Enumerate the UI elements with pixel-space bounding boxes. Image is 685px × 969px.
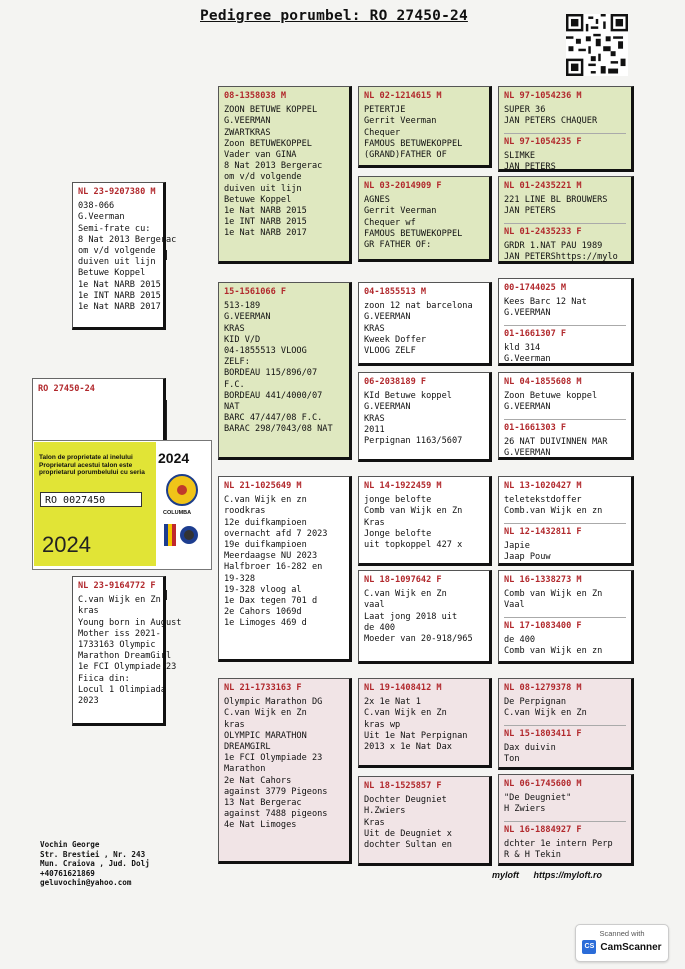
- connector-line: [166, 590, 167, 600]
- pigeon-ring: 15-1561066 F: [224, 287, 287, 297]
- pigeon-ring: NL 17-1083400 F: [504, 617, 626, 632]
- pigeon-info-line: C.van Wijk en Zn: [364, 589, 447, 600]
- pigeon-info-line: JAN PETERShttps://mylo: [504, 252, 618, 263]
- pigeon-info-line: Vader van GINA: [224, 150, 297, 161]
- pigeon-info-line: 8 Nat 2013 Bergerac: [224, 161, 323, 172]
- pigeon-info-line: 19e duifkampioen: [224, 540, 307, 551]
- pigeon-ring: NL 19-1408412 M: [364, 683, 442, 693]
- pigeon-ring: NL 15-1803411 F: [504, 725, 626, 740]
- pigeon-ring: NL 18-1525857 F: [364, 781, 442, 791]
- pigeon-ring: 08-1358038 M: [224, 91, 287, 101]
- certificate-side: [158, 444, 208, 564]
- myloft-url[interactable]: https://myloft.ro: [533, 870, 603, 880]
- pigeon-info-line: kras wp: [364, 719, 401, 730]
- root-pigeon-card: [32, 378, 166, 442]
- gen4-pair-card-3: [498, 278, 634, 366]
- pigeon-info-line: 2e Nat Cahors: [224, 775, 292, 786]
- pigeon-ring: 06-2038189 F: [364, 377, 427, 387]
- owner-city: Mun. Craiova , Jud. Dolj: [40, 859, 150, 869]
- pigeon-info-line: Marathon: [224, 764, 266, 775]
- pigeon-info-line: G.VEERMAN: [364, 402, 411, 413]
- pigeon-ring: NL 16-1338273 M: [504, 575, 582, 585]
- ring-certificate-sticker: [34, 442, 156, 566]
- pigeon-info-line: om v/d volgende: [78, 246, 156, 257]
- pigeon-info-line: KRAS: [224, 323, 245, 334]
- pigeon-info-line: 1e Dax tegen 701 d: [224, 596, 318, 607]
- pigeon-info-line: dchter 1e intern Perp: [504, 838, 613, 849]
- pigeon-info-line: 26 NAT DUIVINNEN MAR: [504, 436, 608, 447]
- certificate-brand: COLUMBA: [163, 510, 192, 516]
- pigeon-info-line: teletekstdoffer: [504, 495, 582, 506]
- pigeon-ring: NL 18-1097642 F: [364, 575, 442, 585]
- pigeon-info-line: Mother iss 2021-: [78, 628, 161, 639]
- pigeon-info-line: Uit 1e Nat Perpignan: [364, 730, 468, 741]
- owner-info: [40, 840, 150, 888]
- scanner-name: CamScanner: [600, 941, 662, 953]
- pigeon-info-line: G.Veerman: [78, 212, 125, 223]
- pigeon-info-line: AGNES: [364, 195, 390, 206]
- pigeon-info-line: G.Veerman: [504, 354, 551, 365]
- pigeon-info-line: KRAS: [364, 413, 385, 424]
- gen4-pair-card-1: [498, 86, 634, 172]
- pigeon-info-line: Young born in August: [78, 617, 182, 628]
- certificate-line: Talon de proprietate al inelului: [39, 454, 133, 461]
- pigeon-info-line: duiven uit lijn: [224, 183, 302, 194]
- gen4-pair-card-5: [498, 476, 634, 566]
- grandsire-paternal-card: [218, 86, 352, 264]
- owner-email: geluvochin@yahoo.com: [40, 878, 132, 888]
- scanner-caption: Scanned with: [599, 929, 645, 938]
- pigeon-info-line: Gerrit Veerman: [364, 116, 437, 127]
- pigeon-info-line: Gerrit Veerman: [364, 206, 437, 217]
- pigeon-info-line: vaal: [364, 600, 385, 611]
- pigeon-info-line: DREAMGIRL: [224, 742, 271, 753]
- owner-name: Vochin George: [40, 840, 100, 849]
- certificate-line: Proprietarul acestui talon este: [39, 461, 133, 469]
- pigeon-info-line: 2x 1e Nat 1: [364, 697, 421, 708]
- pigeon-info-line: 4e Nat Limoges: [224, 820, 297, 831]
- pigeon-info-line: Dochter Deugniet: [364, 795, 447, 806]
- pigeon-info-line: 1e Limoges 469 d: [224, 618, 307, 629]
- pigeon-info-line: 19-328: [224, 573, 256, 584]
- pigeon-info-line: Fiica din:: [78, 673, 130, 684]
- certificate-year-small: 2024: [158, 450, 190, 466]
- pigeon-info-line: 1733163 Olympic: [78, 640, 156, 651]
- root-ring: RO 27450-24: [38, 384, 95, 394]
- pigeon-info-line: G.VEERMAN: [364, 312, 411, 323]
- pigeon-info-line: NAT: [224, 402, 240, 413]
- gen4-pair-card-6: [498, 570, 634, 664]
- pigeon-info-line: Kras: [364, 817, 385, 828]
- pigeon-info-line: overnacht afd 7 2023: [224, 528, 328, 539]
- pigeon-ring: 00-1744025 M: [504, 283, 567, 293]
- gen4-pair-card-4: [498, 372, 634, 460]
- pigeon-ring: NL 97-1054235 F: [504, 133, 626, 148]
- pigeon-info-line: BORDEAU 115/896/07: [224, 368, 318, 379]
- gen3-card-3: [358, 282, 492, 366]
- myloft-logo: myloft: [492, 870, 519, 880]
- pigeon-info-line: Chequer wf: [364, 217, 416, 228]
- pigeon-info-line: Japie: [504, 540, 530, 551]
- pigeon-info-line: kras: [224, 719, 245, 730]
- pigeon-info-line: H Zwiers: [504, 804, 546, 815]
- pigeon-info-line: Olympic Marathon DG: [224, 697, 323, 708]
- pigeon-info-line: 2e Cahors 1069d: [224, 607, 302, 618]
- pigeon-ring: NL 14-1922459 M: [364, 481, 442, 491]
- pigeon-info-line: ZWARTKRAS: [224, 127, 271, 138]
- page-title: Pedigree porumbel: RO 27450-24: [200, 8, 468, 24]
- pigeon-info-line: KID V/D: [224, 334, 261, 345]
- pigeon-info-line: Marathon DreamGirl: [78, 651, 172, 662]
- certificate-code: RO 0027450: [40, 492, 142, 507]
- columba-logo-icon: [166, 474, 198, 506]
- pigeon-info-line: Vaal: [504, 600, 525, 611]
- pigeon-ring: 01-1661303 F: [504, 419, 626, 434]
- pigeon-info-line: Kees Barc 12 Nat: [504, 297, 587, 308]
- pigeon-info-line: Halfbroer 16-282 en: [224, 562, 323, 573]
- gen3-card-1: [358, 86, 492, 168]
- pigeon-info-line: 2013 x 1e Nat Dax: [364, 742, 452, 753]
- pigeon-ring: NL 04-1855608 M: [504, 377, 582, 387]
- pigeon-info-line: 1e FCI Olympiade 23: [78, 662, 177, 673]
- pigeon-info-line: "De Deugniet": [504, 793, 572, 804]
- pigeon-ring: 04-1855513 M: [364, 287, 427, 297]
- pigeon-info-line: 2011: [364, 424, 385, 435]
- pigeon-info-line: G.VEERMAN: [224, 312, 271, 323]
- gen3-card-7: [358, 678, 492, 768]
- pigeon-ring: NL 08-1279378 M: [504, 683, 582, 693]
- pigeon-info-line: Moeder van 20-918/965: [364, 634, 473, 645]
- pigeon-info-line: (GRAND)FATHER OF: [364, 150, 447, 161]
- pigeon-info-line: Locul 1 Olimpiada: [78, 684, 166, 695]
- pigeon-ring: NL 23-9164772 F: [78, 581, 156, 591]
- pigeon-info-line: FAMOUS BETUWEKOPPEL: [364, 138, 463, 149]
- granddam-paternal-card: [218, 282, 352, 460]
- pigeon-info-line: VLOOG ZELF: [364, 346, 416, 357]
- pigeon-info-line: Dax duivin: [504, 742, 556, 753]
- pigeon-ring: NL 21-1025649 M: [224, 481, 302, 491]
- pigeon-info-line: duiven uit lijn: [78, 257, 156, 268]
- pigeon-info-line: SUPER 36: [504, 105, 546, 116]
- pigeon-info-line: Ton: [504, 754, 520, 765]
- pigeon-ring: NL 16-1884927 F: [504, 821, 626, 836]
- owner-phone: +40761621869: [40, 868, 95, 878]
- pigeon-info-line: Meerdaagse NU 2023: [224, 551, 318, 562]
- pigeon-info-line: 221 LINE BL BROUWERS: [504, 195, 608, 206]
- pigeon-info-line: G.VEERMAN: [504, 402, 551, 413]
- gen3-card-6: [358, 570, 492, 664]
- gen3-card-2: [358, 176, 492, 262]
- gen4-pair-card-7: [498, 678, 634, 770]
- pigeon-info-line: 513-189: [224, 301, 261, 312]
- sire-card: [72, 182, 177, 330]
- pigeon-info-line: FAMOUS BETUWEKOPPEL: [364, 228, 463, 239]
- pigeon-info-line: Zoon Betuwe koppel: [504, 391, 598, 402]
- pigeon-ring: NL 01-2435221 M: [504, 181, 582, 191]
- pigeon-info-line: Kras: [364, 517, 385, 528]
- pigeon-info-line: GR FATHER OF:: [364, 240, 432, 251]
- pigeon-info-line: H.Zwiers: [364, 806, 406, 817]
- pigeon-ring: NL 23-9207380 M: [78, 187, 156, 197]
- pigeon-info-line: KId Betuwe koppel: [364, 391, 452, 402]
- connector-line: [166, 400, 167, 440]
- pigeon-info-line: 13 Nat Bergerac: [224, 798, 302, 809]
- pigeon-info-line: 8 Nat 2013 Bergerac: [78, 234, 177, 245]
- gen3-card-8: [358, 776, 492, 866]
- pigeon-info-line: de 400: [504, 634, 536, 645]
- pigeon-info-line: Jaap Pouw: [504, 552, 551, 563]
- pigeon-info-line: Semi-frate cu:: [78, 223, 151, 234]
- pigeon-info-line: JAN PETERS CHAQUER: [504, 116, 598, 127]
- pigeon-info-line: F.C.: [224, 379, 245, 390]
- pigeon-info-line: JAN PETERS: [504, 162, 556, 173]
- dam-card: [72, 576, 182, 726]
- pigeon-info-line: G.VEERMAN: [504, 448, 551, 459]
- pigeon-info-line: zoon 12 nat barcelona: [364, 301, 473, 312]
- pigeon-info-line: Kweek Doffer: [364, 334, 427, 345]
- camscanner-icon: CS: [582, 940, 596, 954]
- pigeon-info-line: de 400: [364, 622, 396, 633]
- pigeon-info-line: SLIMKE: [504, 150, 536, 161]
- pigeon-info-line: against 7488 pigeons: [224, 809, 328, 820]
- pigeon-info-line: 1e INT NARB 2015: [224, 217, 307, 228]
- pigeon-ring: NL 03-2014909 F: [364, 181, 442, 191]
- pigeon-info-line: BORDEAU 441/4000/07: [224, 390, 323, 401]
- pigeon-info-line: De Perpignan: [504, 697, 567, 708]
- pigeon-info-line: BARC 47/447/08 F.C.: [224, 413, 323, 424]
- pigeon-info-line: 038-066: [78, 201, 115, 212]
- pigeon-info-line: Betuwe Koppel: [224, 194, 292, 205]
- pigeon-info-line: Jonge belofte: [364, 528, 432, 539]
- pigeon-info-line: Zoon BETUWEKOPPEL: [224, 138, 312, 149]
- pigeon-info-line: Comb van Wijk en Zn: [504, 589, 603, 600]
- gen3-card-4: [358, 372, 492, 462]
- camscanner-watermark: [575, 924, 669, 962]
- certificate-year-large: 2024: [42, 532, 91, 557]
- pigeon-info-line: 19-328 vloog al: [224, 584, 302, 595]
- pigeon-info-line: C.van Wijk en zn: [224, 495, 307, 506]
- flags-icon: [162, 522, 204, 548]
- owner-address: Str. Brestiei , Nr. 243: [40, 849, 146, 859]
- gen3-card-5: [358, 476, 492, 566]
- pigeon-info-line: 1e FCI Olympiade 23: [224, 753, 323, 764]
- pigeon-info-line: C.van Wijk en Zn: [78, 595, 161, 606]
- pigeon-ring: NL 12-1432811 F: [504, 523, 626, 538]
- pigeon-info-line: 1e Nat NARB 2015: [78, 279, 161, 290]
- pigeon-ring: NL 06-1745600 M: [504, 779, 582, 789]
- pigeon-info-line: OLYMPIC MARATHON: [224, 730, 307, 741]
- pigeon-info-line: G.VEERMAN: [504, 308, 551, 319]
- pigeon-info-line: against 3779 Pigeons: [224, 786, 328, 797]
- pigeon-info-line: KRAS: [364, 323, 385, 334]
- pigeon-info-line: JAN PETERS: [504, 206, 556, 217]
- pigeon-info-line: ZOON BETUWE KOPPEL: [224, 105, 318, 116]
- pigeon-info-line: GRDR 1.NAT PAU 1989: [504, 240, 603, 251]
- pigeon-info-line: 1e Nat NARB 2017: [78, 302, 161, 313]
- pigeon-info-line: kld 314: [504, 342, 541, 353]
- pigeon-ring: 01-1661307 F: [504, 325, 626, 340]
- pigeon-ring: NL 13-1020427 M: [504, 481, 582, 491]
- pigeon-info-line: Chequer: [364, 127, 401, 138]
- pigeon-ring: NL 21-1733163 F: [224, 683, 302, 693]
- pigeon-info-line: Comb.van Wijk en zn: [504, 506, 603, 517]
- granddam-maternal-card: [218, 678, 352, 864]
- pigeon-info-line: 04-1855513 VLOOG: [224, 346, 307, 357]
- certificate-title: [39, 454, 151, 477]
- pigeon-info-line: Perpignan 1163/5607: [364, 436, 463, 447]
- pigeon-info-line: 12e duifkampioen: [224, 517, 307, 528]
- pigeon-info-line: Laat jong 2018 uit: [364, 611, 458, 622]
- certificate-line: proprietarul porumbelului cu seria: [39, 469, 145, 476]
- pigeon-info-line: Uit de Deugniet x: [364, 828, 452, 839]
- pigeon-info-line: om v/d volgende: [224, 172, 302, 183]
- grandsire-maternal-card: [218, 476, 352, 662]
- pigeon-info-line: R & H Tekin: [504, 850, 561, 861]
- pigeon-info-line: 1e Nat NARB 2017: [224, 228, 307, 239]
- pigeon-info-line: ZELF:: [224, 357, 250, 368]
- pigeon-info-line: C.van Wijk en Zn: [224, 708, 307, 719]
- pigeon-info-line: C.van Wijk en Zn: [504, 708, 587, 719]
- pigeon-info-line: C.van Wijk en Zn: [364, 708, 447, 719]
- qr-code: [566, 14, 628, 76]
- pigeon-info-line: 1e Nat NARB 2015: [224, 206, 307, 217]
- scanner-brand: [576, 940, 668, 954]
- pigeon-info-line: kras: [78, 606, 99, 617]
- pigeon-info-line: uit topkoppel 427 x: [364, 540, 463, 551]
- pigeon-info-line: 1e INT NARB 2015: [78, 290, 161, 301]
- pigeon-info-line: BARAC 298/7043/08 NAT: [224, 424, 333, 435]
- gen4-pair-card-2: [498, 176, 634, 264]
- pigeon-info-line: G.VEERMAN: [224, 116, 271, 127]
- pigeon-info-line: dochter Sultan en: [364, 840, 452, 851]
- pigeon-info-line: Comb van Wijk en zn: [504, 646, 603, 657]
- pigeon-ring: NL 02-1214615 M: [364, 91, 442, 101]
- myloft-brand: [492, 870, 602, 880]
- pigeon-info-line: jonge belofte: [364, 495, 432, 506]
- connector-line: [166, 250, 167, 260]
- pigeon-info-line: Betuwe Koppel: [78, 268, 146, 279]
- pigeon-info-line: PETERTJE: [364, 105, 406, 116]
- pigeon-info-line: 2023: [78, 696, 99, 707]
- pigeon-ring: NL 97-1054236 M: [504, 91, 582, 101]
- pigeon-info-line: roodkras: [224, 506, 266, 517]
- pigeon-info-line: Comb van Wijk en Zn: [364, 506, 463, 517]
- gen4-pair-card-8: [498, 774, 634, 866]
- pigeon-ring: NL 01-2435233 F: [504, 223, 626, 238]
